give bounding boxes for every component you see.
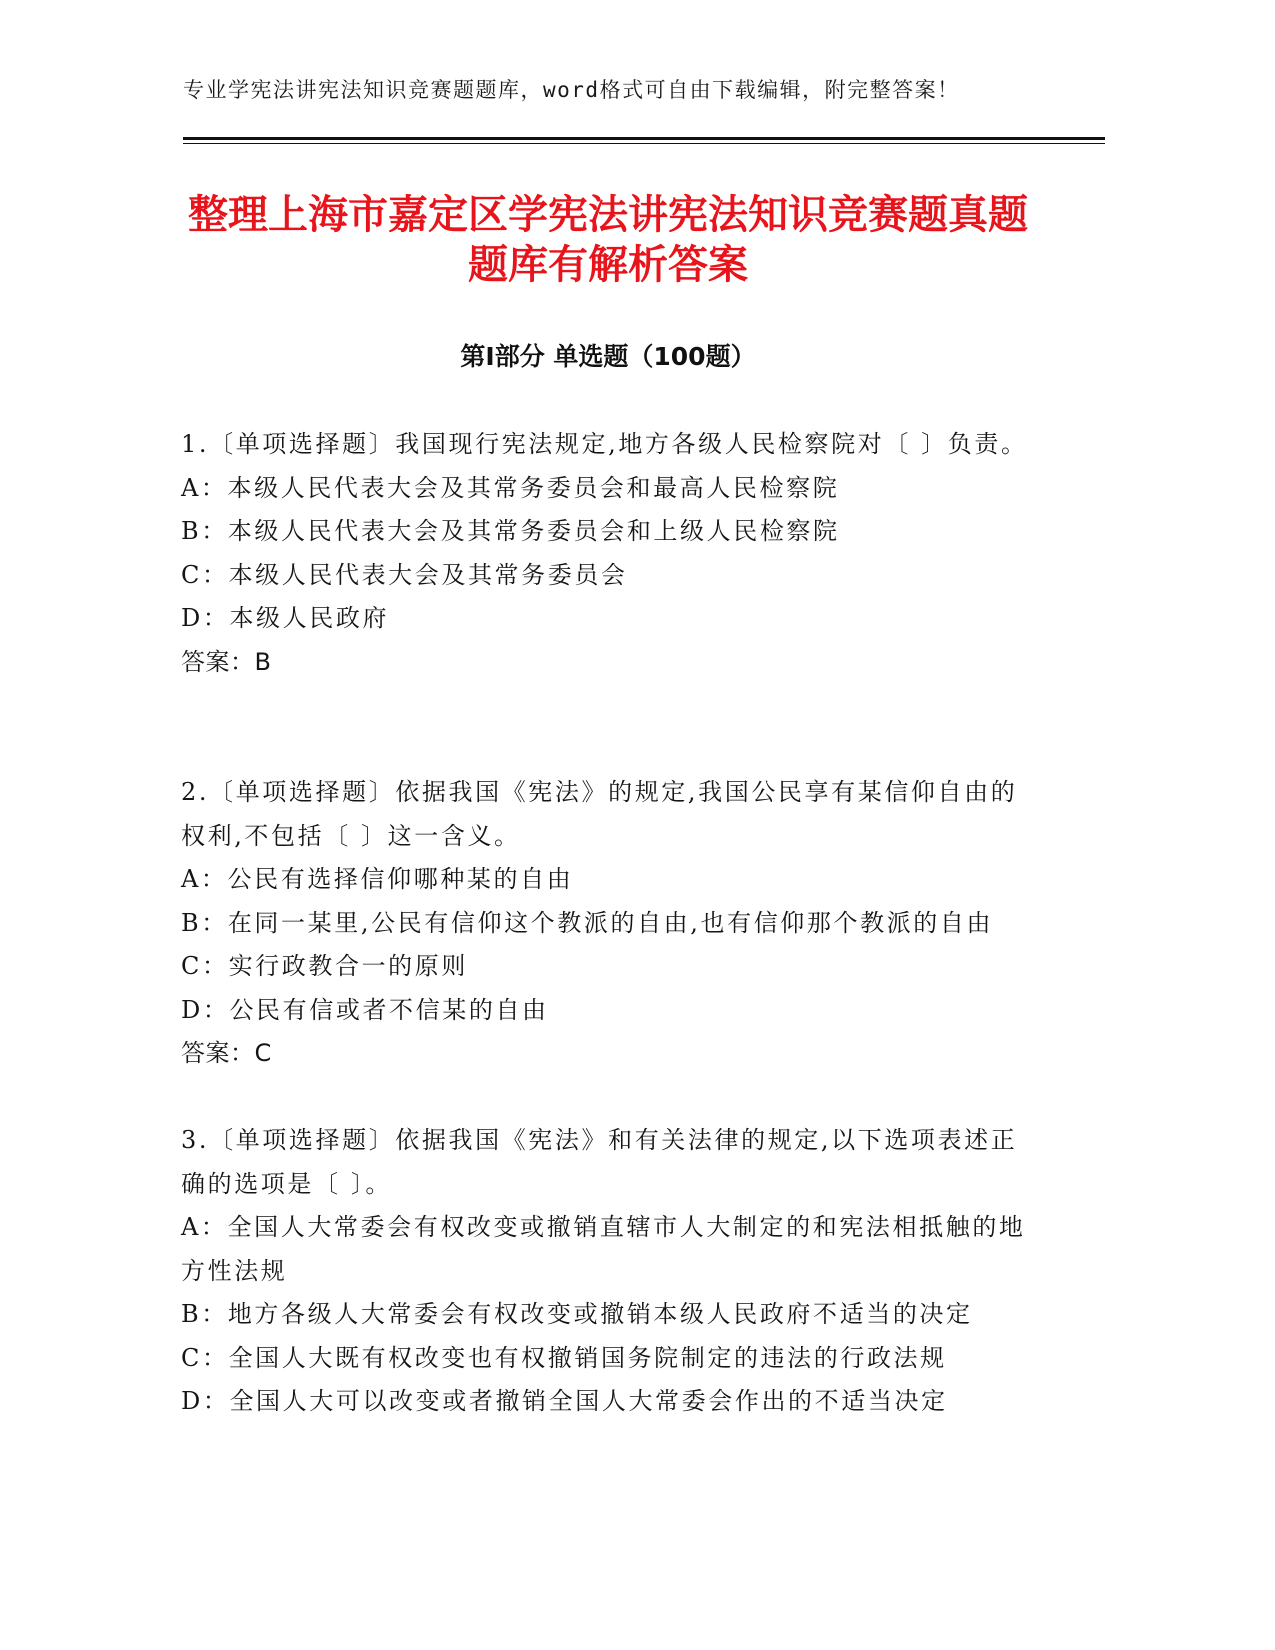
option-b: B：本级人民代表大会及其常务委员会和上级人民检察院 (181, 517, 840, 545)
header-divider-thin (183, 143, 1105, 144)
question-3 (181, 1119, 1031, 1424)
option-b: B：地方各级人大常委会有权改变或撤销本级人民政府不适当的决定 (181, 1300, 973, 1328)
option-c: C：实行政教合一的原则 (181, 952, 468, 980)
question-stem: 1.〔单项选择题〕我国现行宪法规定,地方各级人民检察院对〔 〕负责。 (181, 430, 1028, 458)
option-a: A：本级人民代表大会及其常务委员会和最高人民检察院 (181, 473, 840, 502)
option-c: C：本级人民代表大会及其常务委员会 (181, 560, 628, 589)
header-note: 专业学宪法讲宪法知识竞赛题题库，word格式可自由下载编辑，附完整答案！ (183, 78, 960, 102)
question-1 (181, 423, 1031, 684)
section-heading: 第Ⅰ部分 单选题（100题） (460, 342, 756, 371)
question-2 (181, 771, 1031, 1076)
option-c: C：全国人大既有权改变也有权撤销国务院制定的违法的行政法规 (181, 1343, 947, 1372)
option-a: A：公民有选择信仰哪种某的自由 (181, 865, 574, 893)
option-d: D：本级人民政府 (181, 604, 390, 632)
answer: 答案：C (181, 1039, 272, 1067)
answer: 答案：B (181, 647, 272, 676)
document-title: 整理上海市嘉定区学宪法讲宪法知识竞赛题真题题库有解析答案 (188, 192, 1028, 288)
option-d: D：全国人大可以改变或者撤销全国人大常委会作出的不适当决定 (181, 1387, 948, 1415)
question-stem: 3.〔单项选择题〕依据我国《宪法》和有关法律的规定,以下选项表述正确的选项是〔 〕。 (181, 1126, 1018, 1198)
question-stem: 2.〔单项选择题〕依据我国《宪法》的规定,我国公民享有某信仰自由的权利,不包括〔 〕这一含义。 (181, 778, 1018, 850)
header-divider-thick (183, 137, 1105, 140)
option-d: D：公民有信或者不信某的自由 (181, 995, 549, 1024)
option-a: A：全国人大常委会有权改变或撤销直辖市人大制定的和宪法相抵触的地方性法规 (181, 1213, 1026, 1285)
option-b: B：在同一某里,公民有信仰这个教派的自由,也有信仰那个教派的自由 (181, 908, 994, 937)
